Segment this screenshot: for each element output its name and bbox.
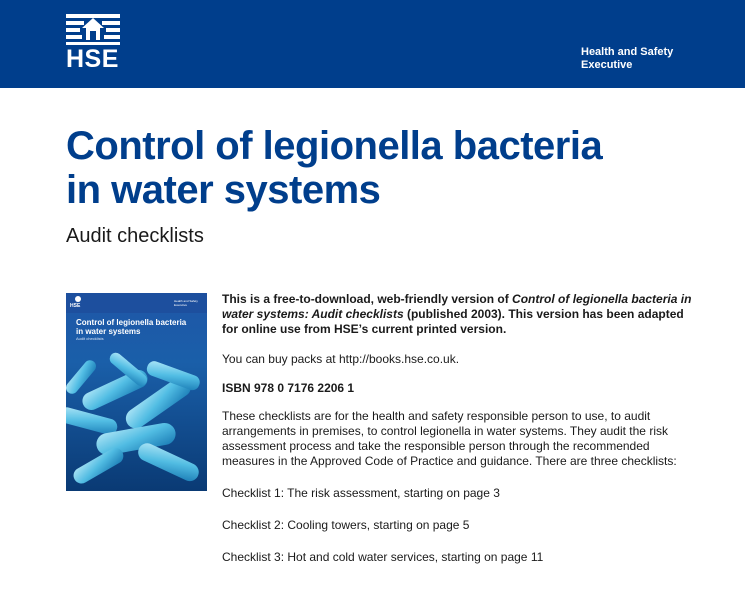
intro-paragraph <box>222 292 692 337</box>
organisation-name <box>581 46 721 72</box>
cover-organisation-name: Health and Safety Executive <box>174 299 198 307</box>
cover-title-line2: in water systems <box>76 327 141 336</box>
page-title <box>66 124 706 212</box>
cover-logo-text: HSE <box>70 303 81 309</box>
description-paragraph: These checklists are for the health and safety responsible person to use, to audit arrangements in premises, to control legionella in water systems. They audit the risk assessment process and take the responsible person through the recommended measures in the Approved Code of Practice and guidance. There are three checklists: <box>222 409 677 468</box>
isbn: ISBN 978 0 7176 2206 1 <box>222 381 355 395</box>
checklist-item: Checklist 2: Cooling towers, starting on page 5 <box>222 518 470 532</box>
header-banner <box>0 0 745 88</box>
cover-title <box>76 318 201 336</box>
cover-title-line1: Control of legionella bacteria <box>76 318 187 327</box>
intro-publication-title: Control of legionella bacteria in water systems: Audit checklists <box>222 292 692 321</box>
checklist-item: Checklist 1: The risk assessment, starting on page 3 <box>222 486 500 500</box>
cover-image <box>66 293 207 491</box>
organisation-name-line1: Health and Safety <box>581 46 674 58</box>
page-subtitle: Audit checklists <box>66 225 204 247</box>
intro-text-part2: (published 2003). This version has been adapted for online use from HSE’s current printed version. <box>222 307 684 336</box>
buy-info: You can buy packs at http://books.hse.co.uk. <box>222 352 460 366</box>
page-title-line1: Control of legionella bacteria <box>66 124 603 168</box>
intro-text-part1: This is a free-to-download, web-friendly version of <box>222 292 513 306</box>
organisation-name-line2: Executive <box>581 59 633 71</box>
cover-subtitle: Audit checklists <box>76 336 104 341</box>
page-title-line2: in water systems <box>66 168 381 212</box>
document-body <box>222 292 692 565</box>
hse-logo-text: HSE <box>66 45 119 73</box>
checklist-item: Checklist 3: Hot and cold water services, starting on page 11 <box>222 550 544 564</box>
